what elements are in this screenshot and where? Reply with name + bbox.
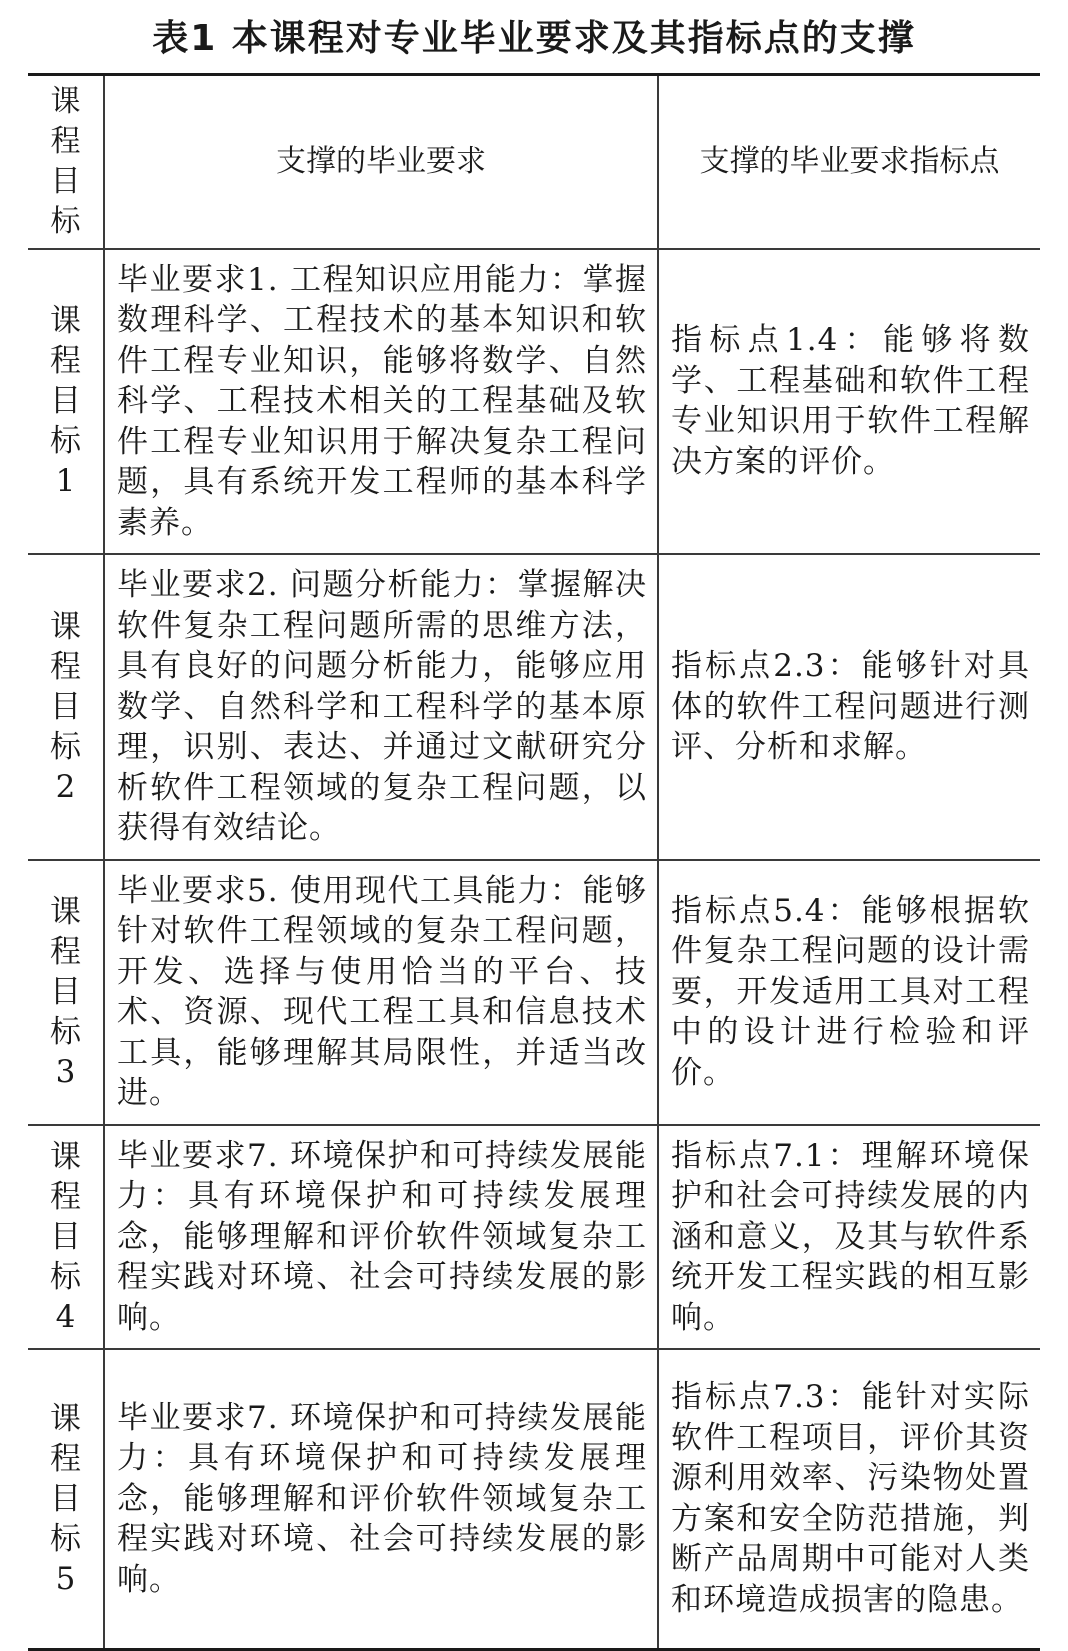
header-requirement: 支撑的毕业要求 bbox=[104, 75, 658, 249]
row-indicator: 指标点1.4：能够将数学、工程基础和软件工程专业知识用于软件工程解决方案的评价。 bbox=[658, 249, 1040, 555]
row-goal: 课程目标5 bbox=[28, 1349, 104, 1649]
table-row bbox=[28, 1125, 1040, 1350]
row-indicator: 指标点7.1：理解环境保护和社会可持续发展的内涵和意义，及其与软件系统开发工程实践的相互影响。 bbox=[658, 1125, 1040, 1350]
row-indicator: 指标点5.4：能够根据软件复杂工程问题的设计需要，开发适用工具对工程中的设计进行检验和评价。 bbox=[658, 860, 1040, 1125]
row-goal: 课程目标3 bbox=[28, 860, 104, 1125]
row-indicator: 指标点2.3：能够针对具体的软件工程问题进行测评、分析和求解。 bbox=[658, 554, 1040, 860]
table-header-row bbox=[28, 75, 1040, 249]
row-requirement: 毕业要求5. 使用现代工具能力：能够针对软件工程领域的复杂工程问题，开发、选择与使用恰当的平台、技术、资源、现代工程工具和信息技术工具，能够理解其局限性，并适当改进。 bbox=[104, 860, 658, 1125]
row-requirement: 毕业要求1. 工程知识应用能力：掌握数理科学、工程技术的基本知识和软件工程专业知识，能够将数学、自然科学、工程技术相关的工程基础及软件工程专业知识用于解决复杂工程问题，具有系统开发工程师的基本科学素养。 bbox=[104, 249, 658, 555]
row-goal: 课程目标2 bbox=[28, 554, 104, 860]
support-table bbox=[28, 73, 1040, 1651]
table-row bbox=[28, 1349, 1040, 1649]
row-requirement: 毕业要求7. 环境保护和可持续发展能力：具有环境保护和可持续发展理念，能够理解和评价软件领域复杂工程实践对环境、社会可持续发展的影响。 bbox=[104, 1125, 658, 1350]
header-course-goal: 课程目标 bbox=[28, 75, 104, 249]
row-goal: 课程目标1 bbox=[28, 249, 104, 555]
table-title: 表1 本课程对专业毕业要求及其指标点的支撑 bbox=[152, 18, 916, 59]
table-row bbox=[28, 249, 1040, 555]
row-requirement: 毕业要求7. 环境保护和可持续发展能力：具有环境保护和可持续发展理念，能够理解和评价软件领域复杂工程实践对环境、社会可持续发展的影响。 bbox=[104, 1349, 658, 1649]
table-row bbox=[28, 860, 1040, 1125]
row-requirement: 毕业要求2. 问题分析能力：掌握解决软件复杂工程问题所需的思维方法，具有良好的问题分析能力，能够应用数学、自然科学和工程科学的基本原理，识别、表达、并通过文献研究分析软件工程领域的复杂工程问题，以获得有效结论。 bbox=[104, 554, 658, 860]
header-indicator: 支撑的毕业要求指标点 bbox=[658, 75, 1040, 249]
row-goal: 课程目标4 bbox=[28, 1125, 104, 1350]
table-row bbox=[28, 554, 1040, 860]
row-indicator: 指标点7.3：能针对实际软件工程项目，评价其资源利用效率、污染物处置方案和安全防范措施，判断产品周期中可能对人类和环境造成损害的隐患。 bbox=[658, 1349, 1040, 1649]
